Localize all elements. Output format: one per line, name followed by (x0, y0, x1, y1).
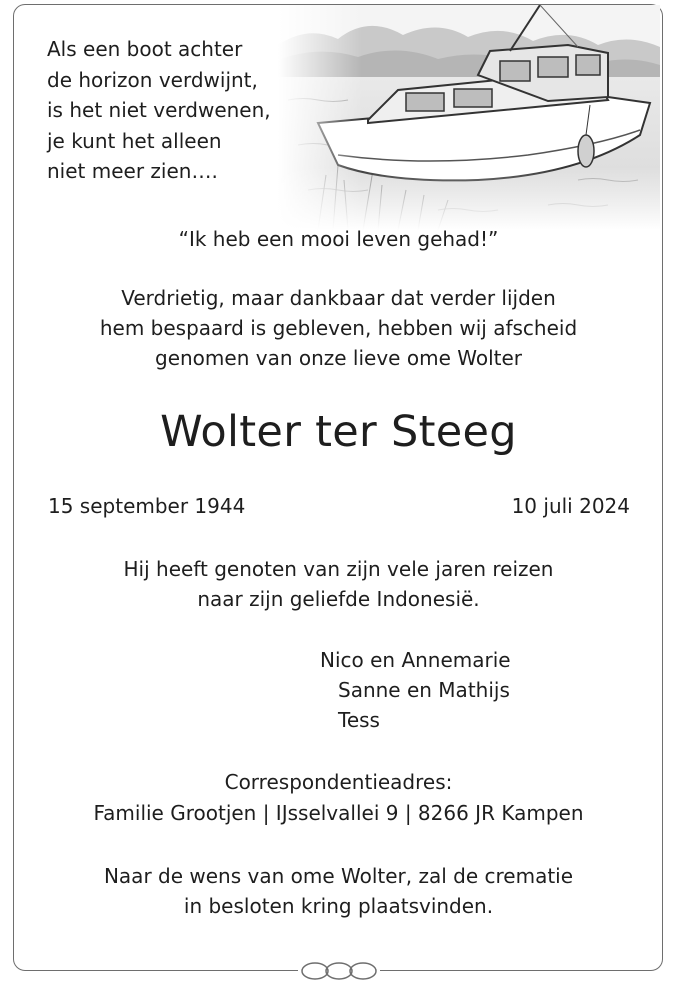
closing-line: Naar de wens van ome Wolter, zal de crematie (103, 864, 574, 888)
tribute-line: naar zijn geliefde Indonesië. (197, 587, 480, 611)
correspondence-address: Familie Grootjen | IJsselvallei 9 | 8266 JR Kampen (93, 801, 584, 825)
poem (47, 34, 271, 187)
poem-line: niet meer zien…. (47, 159, 218, 183)
triple-ring-ornament-icon (298, 960, 380, 982)
deceased-name: Wolter ter Steeg (160, 407, 517, 457)
boat-sketch-illustration (278, 5, 660, 230)
poem-line: Als een boot achter (47, 37, 243, 61)
closing-line: in besloten kring plaatsvinden. (183, 894, 494, 918)
announcement-line: genomen van onze lieve ome Wolter (155, 346, 522, 370)
poem-line: je kunt het alleen (47, 128, 222, 153)
birth-date: 15 september 1944 (48, 494, 246, 518)
ornament-background (298, 960, 380, 982)
family-member: Sanne en Mathijs (338, 678, 510, 702)
poem-line: is het niet verdwenen, (47, 98, 271, 122)
family-member: Nico en Annemarie (320, 648, 511, 672)
death-date: 10 juli 2024 (511, 494, 630, 518)
correspondence-label: Correspondentieadres: (224, 770, 453, 794)
quote: “Ik heb een mooi leven gehad!” (178, 227, 499, 251)
family-member: Tess (338, 708, 380, 732)
poem-line: de horizon verdwijnt, (47, 67, 258, 92)
announcement-line: Verdrietig, maar dankbaar dat verder lijden (121, 286, 556, 310)
announcement-line: hem bespaard is gebleven, hebben wij afscheid (99, 316, 578, 340)
tribute-line: Hij heeft genoten van zijn vele jaren reizen (123, 557, 554, 581)
